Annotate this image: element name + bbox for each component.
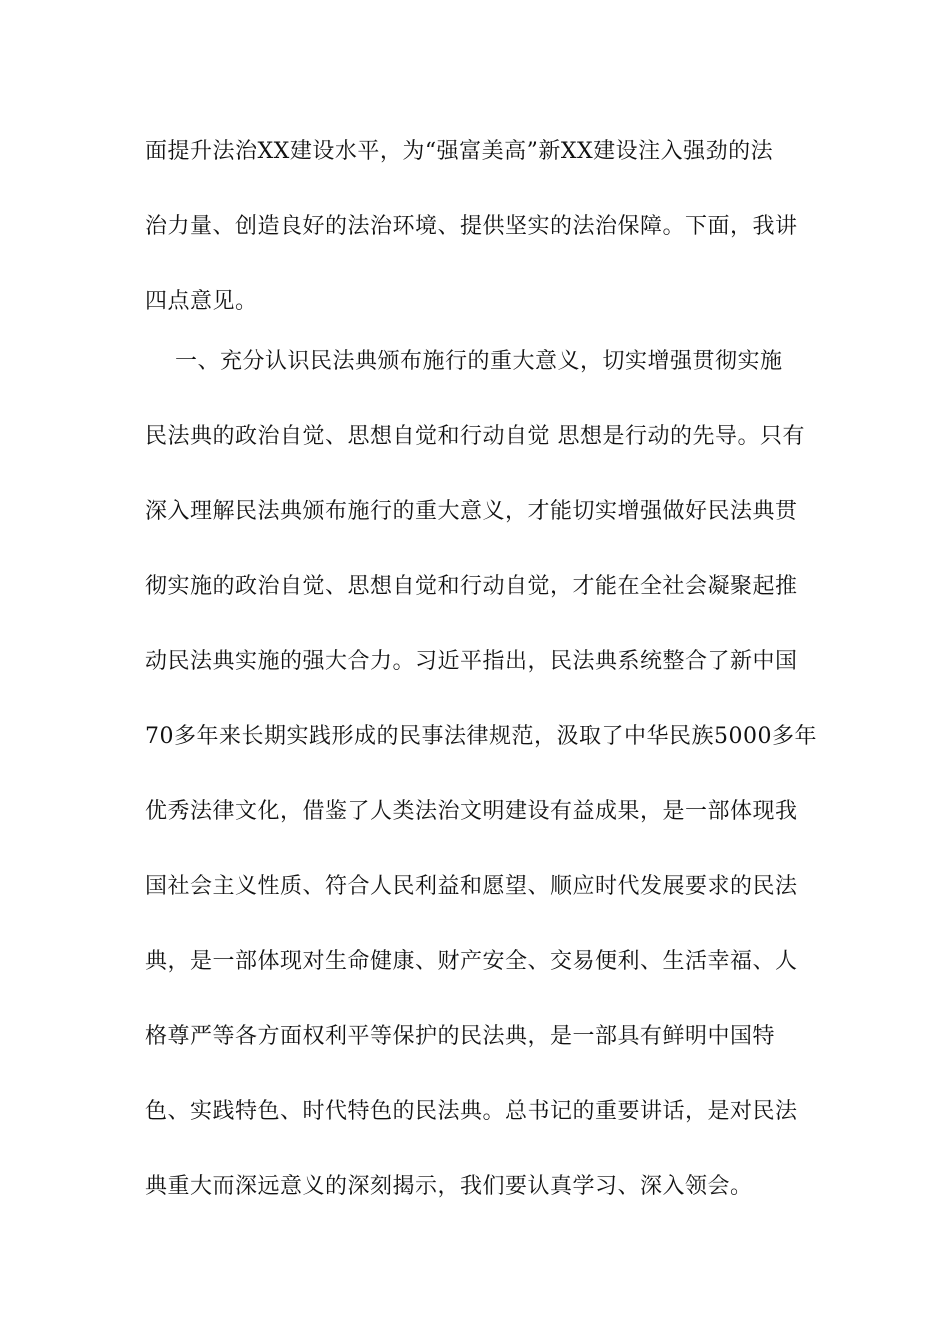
text-line: 优秀法律文化，借鉴了人类法治文明建设有益成果，是一部体现我 [145,799,798,824]
text-line: 格尊严等各方面权利平等保护的民法典，是一部具有鲜明中国特 [145,1024,776,1049]
text-line: 四点意见。 [145,289,258,314]
text-line: 典重大而深远意义的深刻揭示，我们要认真学习、深入领会。 [145,1174,753,1199]
text-line: 彻实施的政治自觉、思想自觉和行动自觉，才能在全社会凝聚起推 [145,574,798,599]
text-line: 国社会主义性质、符合人民利益和愿望、顺应时代发展要求的民法 [145,874,798,899]
text-line: 70多年来长期实践形成的民事法律规范，汲取了中华民族5000多年 [145,724,817,749]
text-line: 面提升法治XX建设水平，为“强富美高”新XX建设注入强劲的法 [145,139,774,164]
text-line: 典，是一部体现对生命健康、财产安全、交易便利、生活幸福、人 [145,949,798,974]
text-line: 动民法典实施的强大合力。习近平指出，民法典系统整合了新中国 [145,649,798,674]
text-line: 深入理解民法典颁布施行的重大意义，才能切实增强做好民法典贯 [145,499,798,524]
text-line: 色、实践特色、时代特色的民法典。总书记的重要讲话，是对民法 [145,1099,798,1124]
section-heading-line: 一、充分认识民法典颁布施行的重大意义，切实增强贯彻实施 [145,349,783,374]
text-line: 治力量、创造良好的法治环境、提供坚实的法治保障。下面，我讲 [145,214,798,239]
text-line: 民法典的政治自觉、思想自觉和行动自觉 思想是行动的先导。只有 [145,424,805,449]
